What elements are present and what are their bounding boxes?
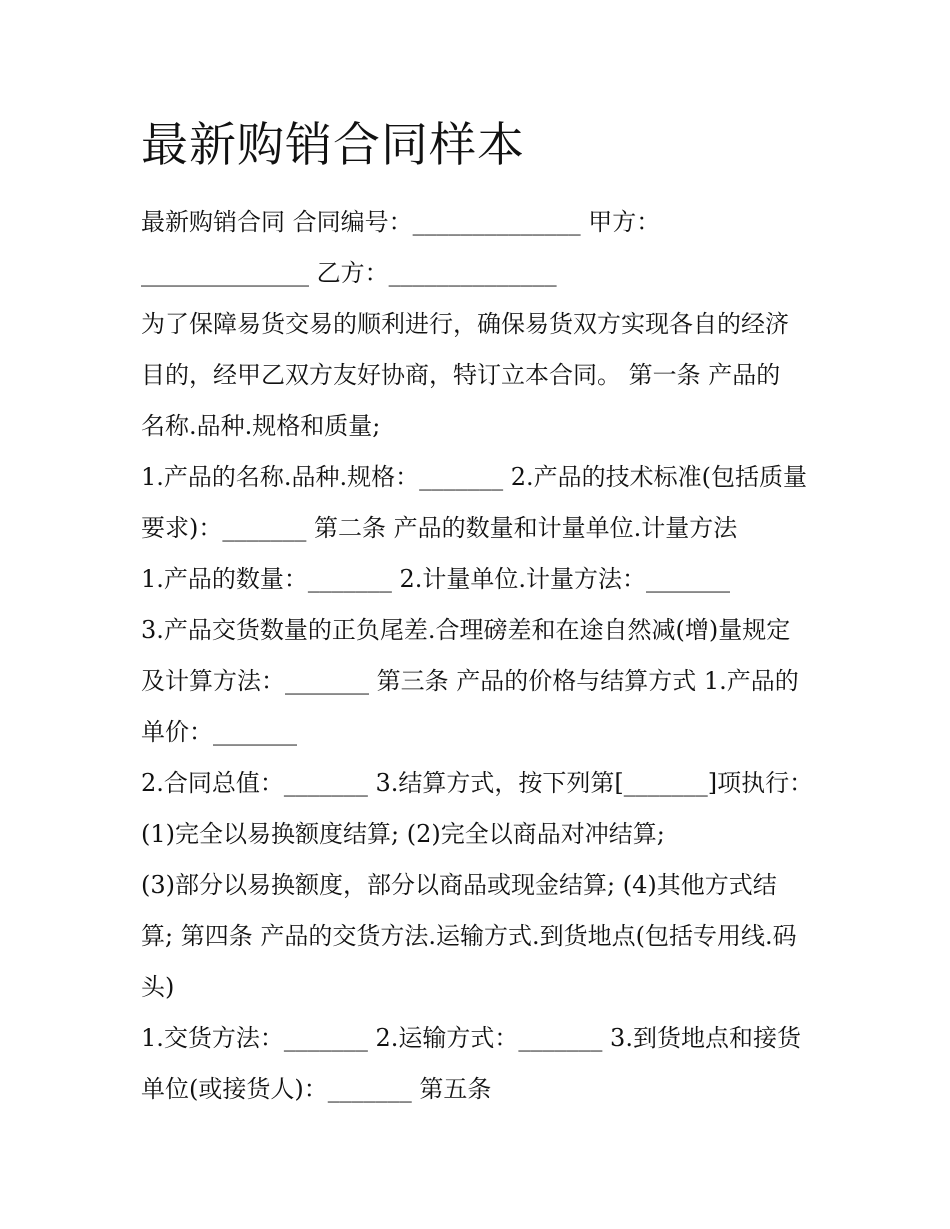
- text-line: 2.合同总值：_______ 3.结算方式，按下列第[_______]项执行：: [141, 769, 814, 797]
- text-line: ______________ 乙方：______________: [141, 259, 557, 287]
- text-line: 头): [141, 973, 175, 1001]
- text-line: 算; 第四条 产品的交货方法.运输方式.到货地点(包括专用线.码: [141, 922, 797, 950]
- text-line: 目的，经甲乙双方友好协商，特订立本合同。 第一条 产品的: [141, 361, 781, 389]
- text-line: 1.交货方法：_______ 2.运输方式：_______ 3.到货地点和接货: [141, 1024, 801, 1052]
- text-line: 最新购销合同 合同编号：______________ 甲方：: [141, 208, 661, 236]
- text-line: 及计算方法：_______ 第三条 产品的价格与结算方式 1.产品的: [141, 667, 799, 695]
- text-line: 1.产品的名称.品种.规格：_______ 2.产品的技术标准(包括质量: [141, 463, 808, 491]
- text-line: 为了保障易货交易的顺利进行，确保易货双方实现各自的经济: [141, 310, 789, 338]
- text-line: (1)完全以易换额度结算; (2)完全以商品对冲结算;: [141, 820, 665, 848]
- document-body: [141, 197, 821, 1115]
- text-line: 1.产品的数量：_______ 2.计量单位.计量方法：_______: [141, 565, 731, 593]
- text-line: (3)部分以易换额度，部分以商品或现金结算; (4)其他方式结: [141, 871, 777, 899]
- text-line: 名称.品种.规格和质量;: [141, 412, 381, 440]
- document-title: 最新购销合同样本: [141, 118, 525, 173]
- text-line: 要求)：_______ 第二条 产品的数量和计量单位.计量方法: [141, 514, 738, 542]
- text-line: 3.产品交货数量的正负尾差.合理磅差和在途自然减(增)量规定: [141, 616, 791, 644]
- text-line: 单价：_______: [141, 718, 297, 746]
- text-line: 单位(或接货人)：_______ 第五条: [141, 1075, 492, 1103]
